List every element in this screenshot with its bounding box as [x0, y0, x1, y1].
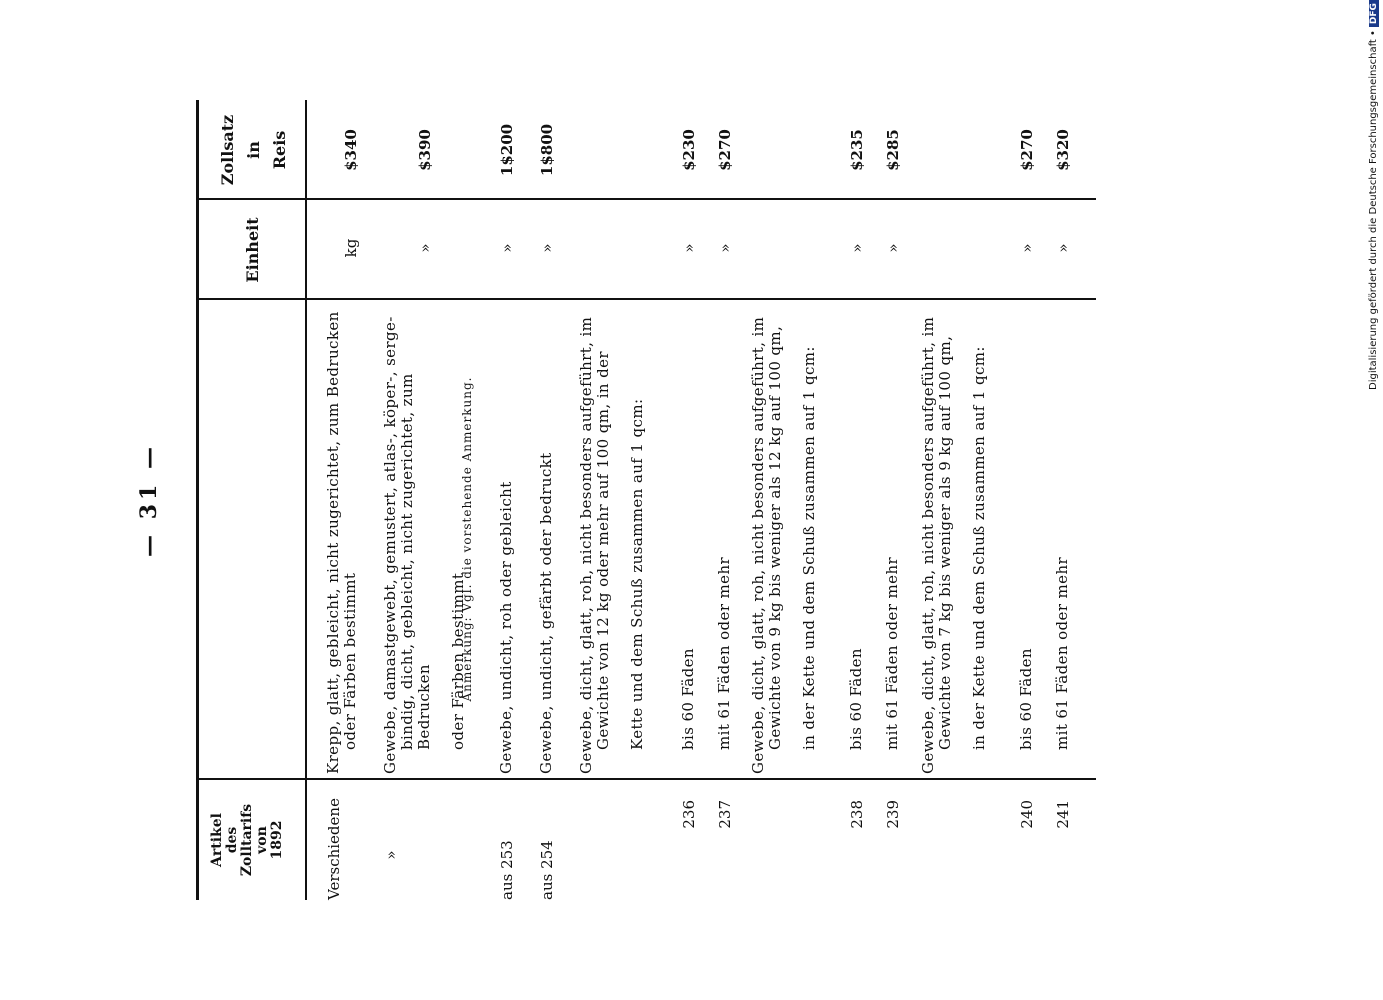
dfg-logo-badge: DFG	[1369, 0, 1379, 27]
rate-cell: 1$200	[498, 123, 516, 177]
rate-cell: $320	[1054, 129, 1072, 171]
rate-cell: $270	[1018, 129, 1036, 171]
unit-cell: »	[848, 243, 866, 253]
article-cell: aus 253	[498, 840, 516, 900]
annotation-note: Anmerkung: Vgl. die vorstehende Anmerkung.	[460, 376, 474, 702]
article-cell: 239	[884, 800, 902, 829]
column-rule-1	[196, 778, 1096, 780]
unit-cell: »	[680, 243, 698, 253]
article-cell: 241	[1054, 800, 1072, 829]
description-cell: Gewebe, undicht, gefärbt oder bedruckt	[537, 452, 555, 774]
rate-cell: $285	[884, 129, 902, 171]
description-cell: Gewebe, damastgewebt, gemustert, atlas-, köper-, serge- bindig, dicht, gebleicht, nicht zugerichtet, zum Bedrucken oder Färben bestimmt	[381, 316, 467, 774]
article-cell: 240	[1018, 800, 1036, 829]
article-cell: Verschiedene	[325, 798, 343, 900]
unit-cell: »	[538, 243, 556, 253]
header-rate: Zollsatz in Reis	[218, 114, 289, 186]
rate-cell: $270	[716, 129, 734, 171]
unit-cell: »	[884, 243, 902, 253]
description-cell: bis 60 Fäden	[1017, 648, 1035, 750]
table-header-rule	[305, 100, 307, 900]
description-cell: Gewebe, dicht, glatt, roh, nicht besonders aufgeführt, im Gewichte von 9 kg bis weniger als 12 kg auf 100 qm, in der Kette und dem Schuß zusammen auf 1 qcm:	[749, 316, 818, 774]
article-cell: 237	[716, 800, 734, 829]
description-cell: Krepp, glatt, gebleicht, nicht zugerichtet, zum Bedrucken oder Färben bestimmt	[324, 311, 359, 774]
description-cell: mit 61 Fäden oder mehr	[883, 556, 901, 750]
rate-cell: $390	[416, 129, 434, 171]
description-cell: mit 61 Fäden oder mehr	[715, 556, 733, 750]
unit-cell: »	[1054, 243, 1072, 253]
unit-cell: »	[416, 243, 434, 253]
article-cell: 236	[680, 800, 698, 829]
page-number: — 31 —	[136, 443, 162, 557]
description-cell: Gewebe, dicht, glatt, roh, nicht besonders aufgeführt, im Gewichte von 12 kg oder mehr auf 100 qm, in der Kette und dem Schuß zusammen auf 1 qcm:	[577, 316, 646, 774]
digitization-credit: Digitalisierung gefördert durch die Deutsche Forschungsgemeinschaft •DFG	[1368, 0, 1379, 390]
rate-cell: 1$800	[538, 123, 556, 177]
description-cell: Gewebe, dicht, glatt, roh, nicht besonders aufgeführt, im Gewichte von 7 kg bis weniger als 9 kg auf 100 qm, in der Kette und dem Schuß zusammen auf 1 qcm:	[919, 316, 988, 774]
column-rule-3	[196, 198, 1096, 200]
header-unit: Einheit	[243, 217, 262, 283]
header-article: Artikel des Zolltarifs von 1892	[209, 803, 285, 877]
rotated-page	[130, 100, 1130, 900]
description-cell: bis 60 Fäden	[679, 648, 697, 750]
article-cell: 238	[848, 800, 866, 829]
rate-cell: $340	[342, 129, 360, 171]
description-cell: Gewebe, undicht, roh oder gebleicht	[497, 481, 515, 774]
article-cell: »	[382, 850, 400, 860]
unit-cell: »	[498, 243, 516, 253]
description-cell: mit 61 Fäden oder mehr	[1053, 556, 1071, 750]
column-rule-2	[196, 298, 1096, 300]
unit-cell: kg	[342, 238, 360, 258]
unit-cell: »	[1018, 243, 1036, 253]
rate-cell: $235	[848, 129, 866, 171]
article-cell: aus 254	[538, 840, 556, 900]
description-cell: bis 60 Fäden	[847, 648, 865, 750]
table-top-rule	[196, 100, 199, 900]
unit-cell: »	[716, 243, 734, 253]
rate-cell: $230	[680, 129, 698, 171]
